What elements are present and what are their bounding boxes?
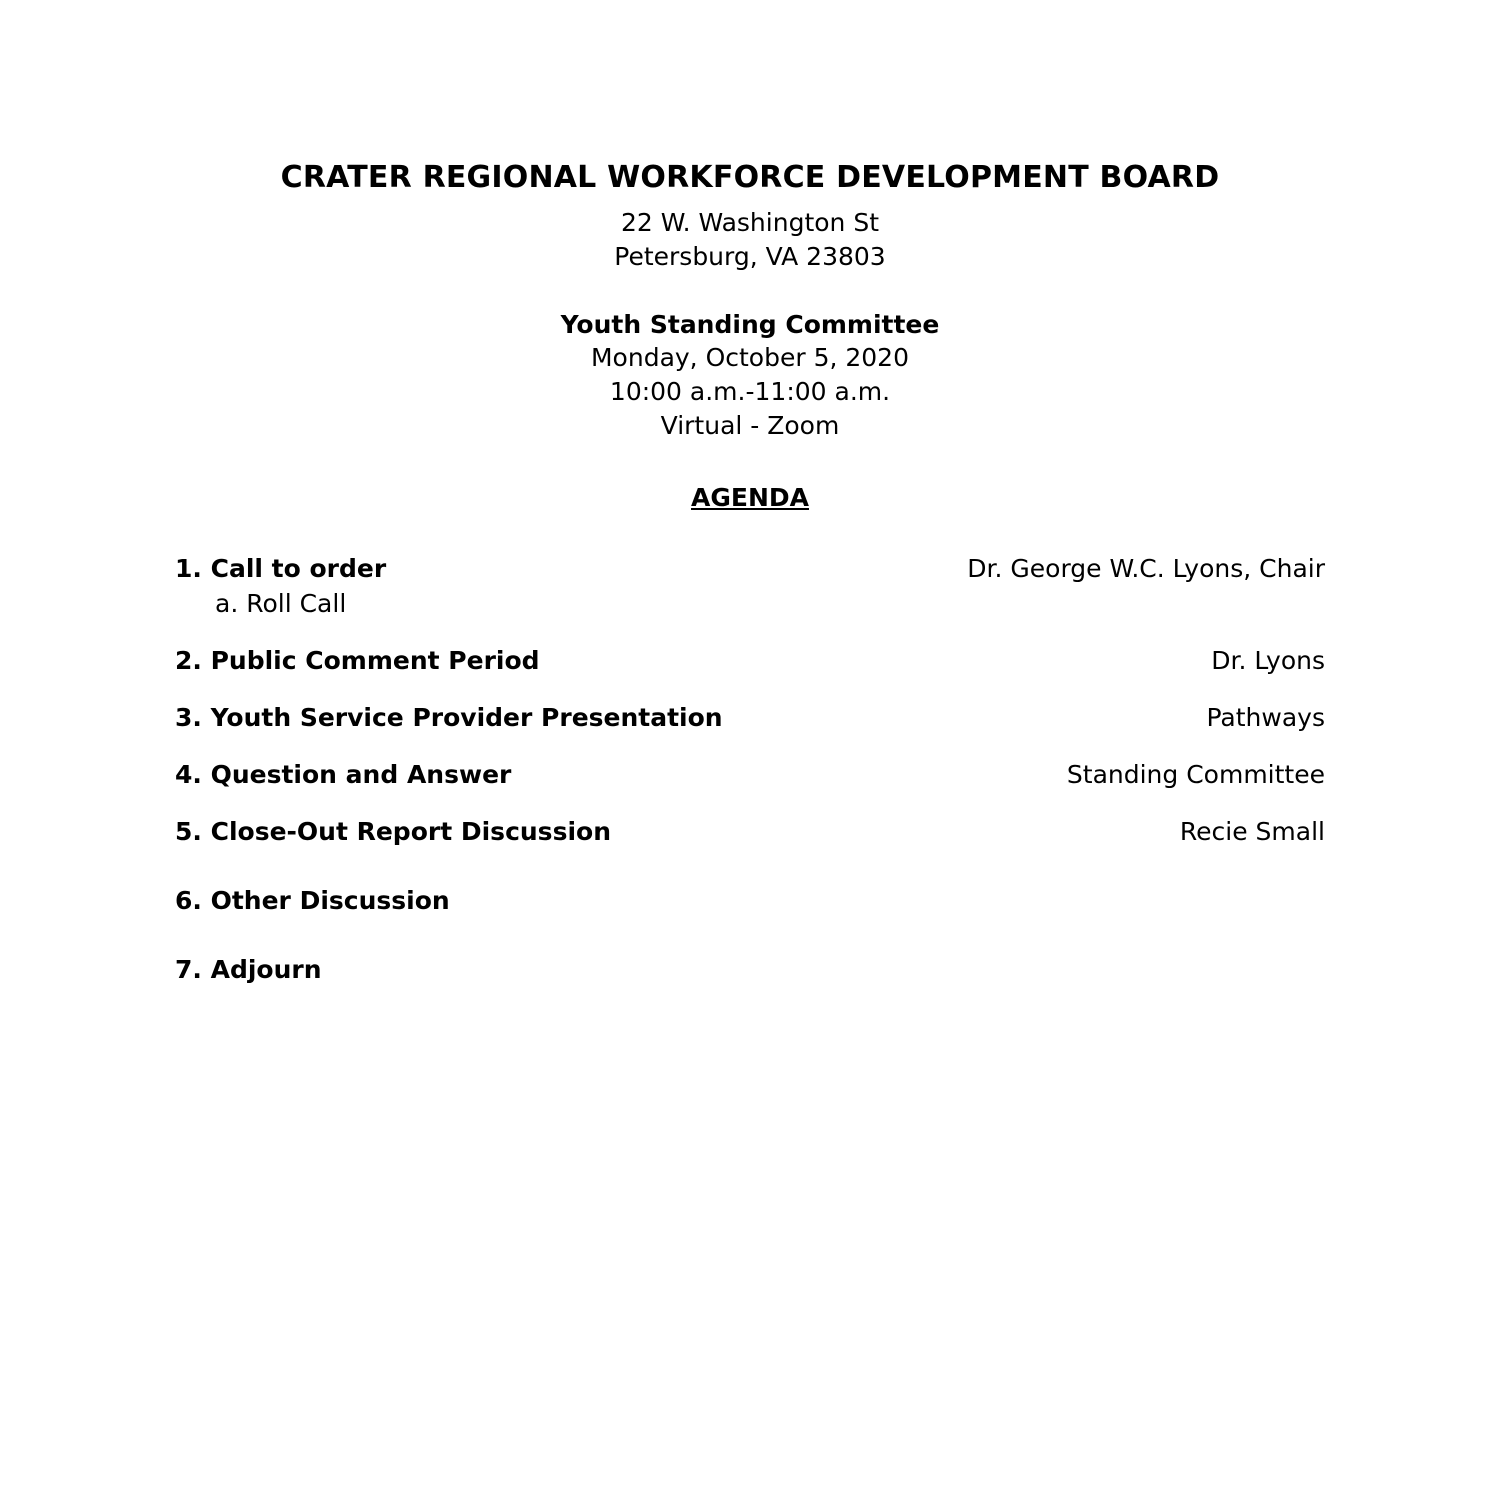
address-line-1: 22 W. Washington St <box>620 208 880 237</box>
agenda-list <box>175 554 1325 984</box>
agenda-item <box>175 955 1325 984</box>
address-line-2: Petersburg, VA 23803 <box>614 241 886 271</box>
agenda-item-label: 7. Adjourn <box>175 954 322 984</box>
agenda-heading: AGENDA <box>691 482 809 512</box>
agenda-item-presenter: Standing Committee <box>1066 759 1325 789</box>
agenda-item <box>175 817 1325 846</box>
organization-title: CRATER REGIONAL WORKFORCE DEVELOPMENT BOARD <box>280 160 1220 195</box>
meeting-location: Virtual - Zoom <box>660 410 840 440</box>
agenda-item-presenter: Recie Small <box>1179 816 1325 846</box>
committee-name: Youth Standing Committee <box>560 309 940 339</box>
agenda-item-label: 1. Call to order <box>175 553 387 583</box>
agenda-item-label: 6. Other Discussion <box>175 885 450 915</box>
agenda-item-label: 4. Question and Answer <box>175 759 512 789</box>
agenda-item-label: 2. Public Comment Period <box>175 645 540 675</box>
agenda-item-label: 3. Youth Service Provider Presentation <box>175 702 723 732</box>
agenda-item-presenter: Dr. Lyons <box>1211 645 1325 675</box>
agenda-item <box>175 703 1325 732</box>
agenda-item <box>175 554 1325 583</box>
meeting-time: 10:00 a.m.-11:00 a.m. <box>609 377 891 406</box>
meeting-date: Monday, October 5, 2020 <box>590 343 909 373</box>
agenda-subitem: a. Roll Call <box>215 588 347 618</box>
agenda-item <box>175 886 1325 915</box>
agenda-item <box>175 760 1325 789</box>
agenda-item-presenter: Dr. George W.C. Lyons, Chair <box>967 553 1325 583</box>
agenda-item-presenter: Pathways <box>1206 702 1325 732</box>
agenda-item-label: 5. Close-Out Report Discussion <box>175 816 611 846</box>
agenda-item <box>175 646 1325 675</box>
